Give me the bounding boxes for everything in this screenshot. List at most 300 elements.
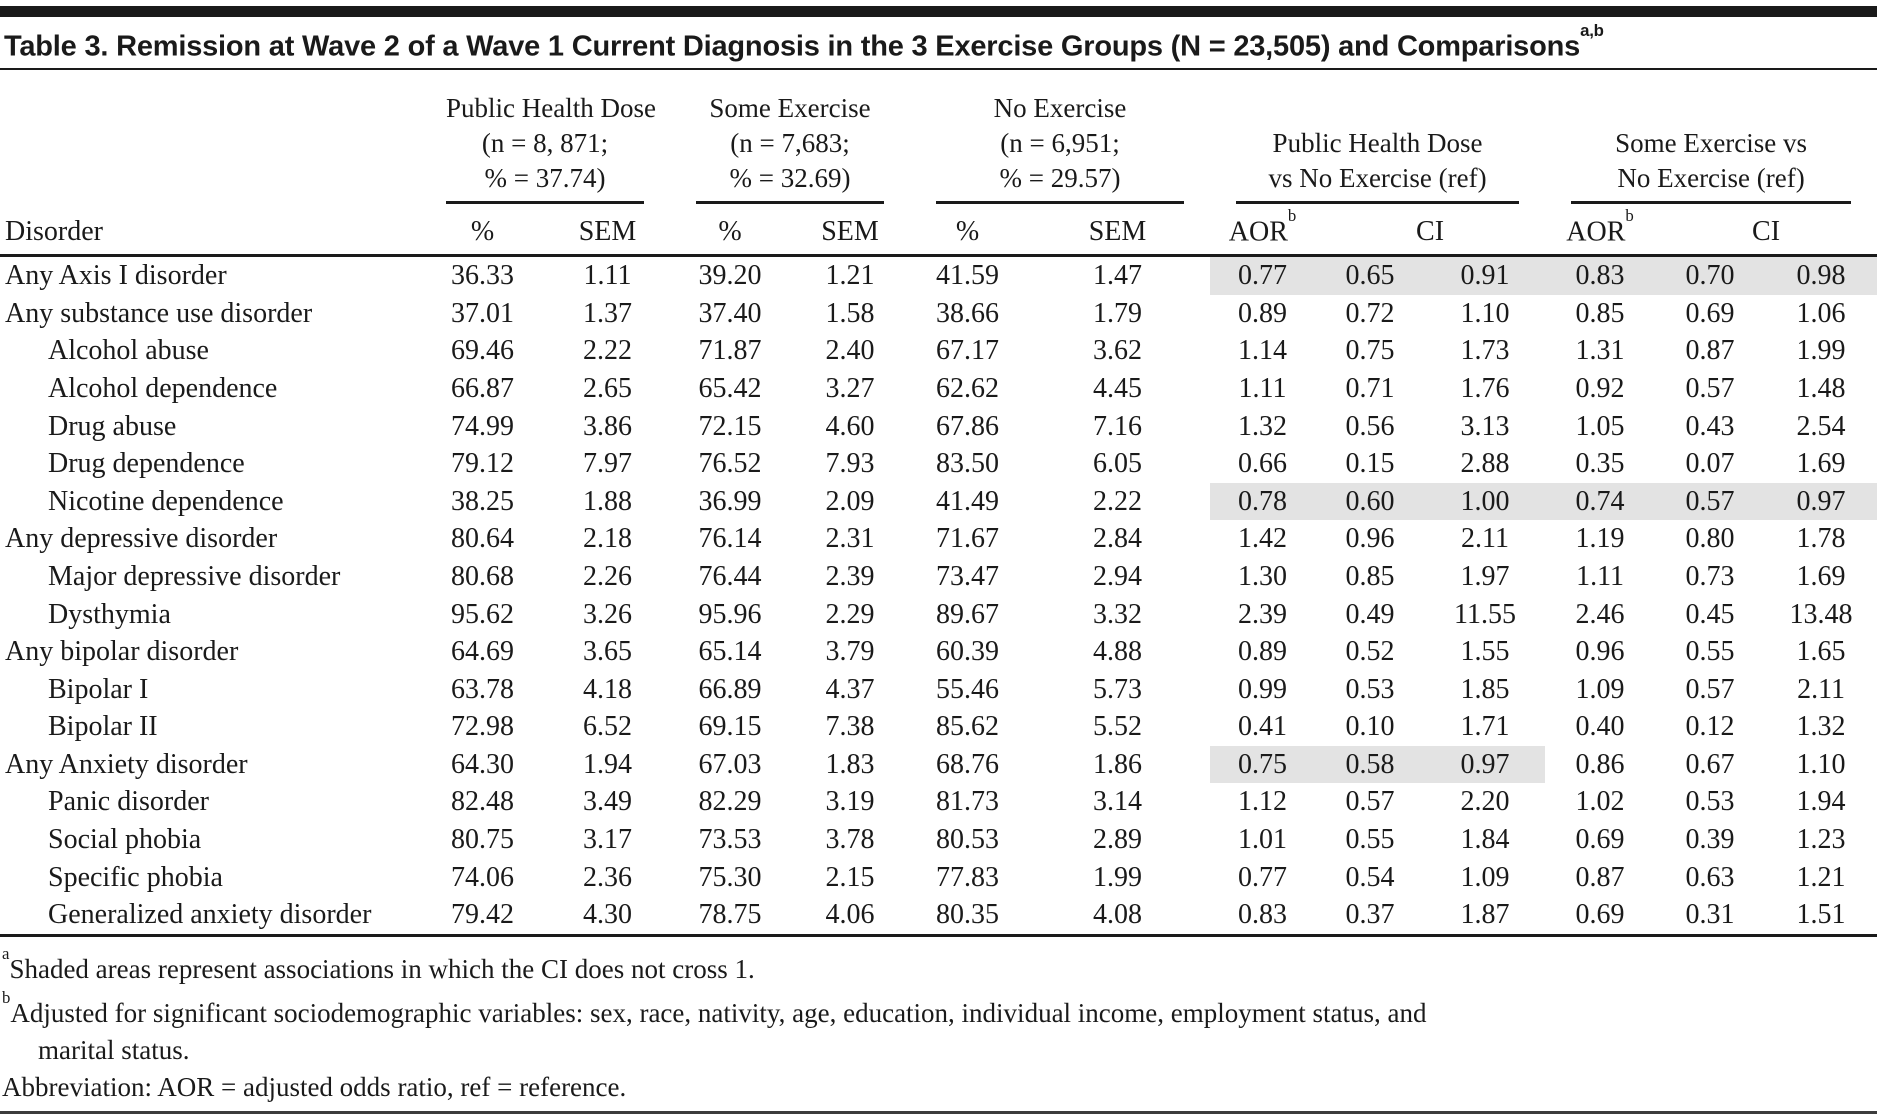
- phd-pct-value: 95.62: [451, 598, 514, 630]
- se-pct-value: 37.40: [698, 297, 762, 329]
- disorder-label: Social phobia: [48, 824, 202, 856]
- aor1-value: 1.32: [1238, 410, 1288, 442]
- ne-sem-value: 4.08: [1093, 899, 1143, 931]
- phd-sem-value: 4.30: [583, 899, 632, 931]
- ci1-low-value: 0.56: [1345, 410, 1395, 442]
- ne-pct-value: 67.86: [936, 410, 1000, 442]
- title-top-rule: [0, 6, 1877, 17]
- aor-footnote-mark: b: [1625, 205, 1634, 225]
- se-sem-value: 3.27: [825, 372, 875, 404]
- aor-label: AOR: [1228, 216, 1288, 248]
- phd-pct-value: 36.33: [451, 260, 514, 292]
- ci2-high-value: 1.48: [1796, 372, 1846, 404]
- table-row: [0, 746, 1877, 784]
- table-row: [0, 558, 1877, 596]
- disorder-label: Any substance use disorder: [5, 297, 313, 329]
- aor2-value: 1.09: [1575, 673, 1625, 705]
- ci1-low-value: 0.49: [1345, 598, 1395, 630]
- disorder-label: Drug abuse: [48, 410, 177, 442]
- se-sem-value: 4.60: [825, 410, 875, 442]
- se-sem-value: 2.09: [825, 485, 875, 517]
- aor2-value: 1.05: [1575, 410, 1625, 442]
- ne-pct-value: 77.83: [936, 861, 1000, 893]
- ci1-high-value: 1.84: [1460, 824, 1510, 856]
- ci2-high-value: 1.51: [1796, 899, 1846, 931]
- column-header-sem: SEM: [1025, 204, 1210, 256]
- ci2-low-value: 0.70: [1655, 256, 1765, 295]
- se-pct-value: 76.14: [698, 523, 762, 555]
- ci1-low-value: 0.65: [1315, 256, 1425, 295]
- aor1-value: 1.14: [1238, 335, 1288, 367]
- disorder-label: Generalized anxiety disorder: [48, 899, 372, 931]
- aor2-value: 1.11: [1576, 560, 1625, 592]
- se-sem-value: 2.39: [825, 560, 875, 592]
- column-header-aor: [1545, 204, 1655, 256]
- group-header-line: Public Health Dose: [446, 92, 656, 123]
- column-header-percent: %: [420, 204, 545, 256]
- table-bottom-rule: [0, 1111, 1877, 1114]
- ne-sem-value: 3.62: [1093, 335, 1143, 367]
- aor1-value: 0.89: [1238, 636, 1288, 668]
- ci1-low-value: 0.10: [1345, 711, 1395, 743]
- se-sem-value: 4.06: [825, 899, 875, 931]
- phd-sem-value: 2.65: [583, 372, 632, 404]
- group-header-line: % = 29.57): [999, 162, 1121, 193]
- se-pct-value: 73.53: [698, 824, 762, 856]
- table-row: [0, 332, 1877, 370]
- ne-sem-value: 7.16: [1093, 410, 1143, 442]
- ne-sem-value: 3.32: [1093, 598, 1143, 630]
- remission-table: [0, 72, 1877, 937]
- group-header-line: % = 37.74): [484, 162, 606, 193]
- se-sem-value: 1.21: [825, 260, 875, 292]
- phd-pct-value: 79.12: [451, 448, 514, 480]
- se-pct-value: 75.30: [698, 861, 762, 893]
- ne-sem-value: 4.45: [1093, 372, 1143, 404]
- group-header-rule: [1236, 126, 1519, 204]
- se-pct-value: 76.44: [698, 560, 762, 592]
- ci2-low-value: 0.55: [1685, 636, 1735, 668]
- footnote-b-continuation: marital status.: [38, 1034, 190, 1065]
- phd-sem-value: 3.86: [583, 410, 632, 442]
- ne-sem-value: 1.79: [1093, 297, 1143, 329]
- ci1-high-value: 0.97: [1425, 746, 1545, 784]
- aor1-value: 0.78: [1210, 483, 1315, 521]
- ci2-low-value: 0.07: [1685, 448, 1735, 480]
- table-row: [0, 633, 1877, 671]
- ne-sem-value: 2.22: [1093, 485, 1143, 517]
- ne-sem-value: 6.05: [1093, 448, 1143, 480]
- phd-sem-value: 3.49: [583, 786, 632, 818]
- footnote-marker: a: [2, 943, 10, 963]
- aor2-value: 1.19: [1575, 523, 1625, 555]
- se-sem-value: 2.15: [825, 861, 875, 893]
- column-header-ci: CI: [1315, 204, 1545, 256]
- table-row: [0, 445, 1877, 483]
- disorder-label: Any depressive disorder: [5, 523, 278, 555]
- group-header-line: Public Health Dose: [1272, 127, 1483, 158]
- group-header-public-health-dose: [420, 72, 670, 204]
- phd-sem-value: 2.18: [583, 523, 632, 555]
- footnote-text: Adjusted for significant sociodemographic variables: sex, race, nativity, age, education, individual income, employment status, and: [10, 997, 1427, 1028]
- footnote-abbreviation: Abbreviation: AOR = adjusted odds ratio, ref = reference.: [2, 1071, 627, 1102]
- phd-sem-value: 1.88: [583, 485, 632, 517]
- se-pct-value: 39.20: [698, 260, 762, 292]
- ci2-low-value: 0.12: [1685, 711, 1735, 743]
- disorder-label: Dysthymia: [48, 598, 171, 630]
- aor1-value: 1.30: [1238, 560, 1288, 592]
- aor1-value: 1.42: [1238, 523, 1288, 555]
- phd-pct-value: 38.25: [451, 485, 514, 517]
- phd-sem-value: 6.52: [583, 711, 632, 743]
- phd-sem-value: 2.36: [583, 861, 632, 893]
- aor2-value: 0.87: [1575, 861, 1625, 893]
- se-pct-value: 76.52: [698, 448, 762, 480]
- ci1-high-value: 2.20: [1460, 786, 1510, 818]
- disorder-label: Any bipolar disorder: [5, 636, 239, 668]
- ne-pct-value: 80.53: [936, 824, 1000, 856]
- se-pct-value: 65.42: [698, 372, 762, 404]
- group-header-line: Some Exercise vs: [1615, 127, 1808, 158]
- se-pct-value: 82.29: [698, 786, 762, 818]
- aor2-value: 0.85: [1575, 297, 1625, 329]
- aor1-value: 1.12: [1238, 786, 1288, 818]
- aor1-value: 0.89: [1238, 297, 1288, 329]
- disorder-label: Alcohol abuse: [48, 335, 209, 367]
- table-row: [0, 370, 1877, 408]
- phd-sem-value: 4.18: [583, 673, 632, 705]
- aor2-value: 0.69: [1575, 824, 1625, 856]
- footnotes: [0, 937, 1877, 1106]
- ci1-low-value: 0.96: [1345, 523, 1395, 555]
- column-header-ci: CI: [1655, 204, 1877, 256]
- ne-pct-value: 38.66: [936, 297, 1000, 329]
- ci2-high-value: 1.99: [1796, 335, 1846, 367]
- group-header-line: (n = 6,951;: [1000, 127, 1120, 158]
- ci1-low-value: 0.60: [1315, 483, 1425, 521]
- ci1-low-value: 0.58: [1315, 746, 1425, 784]
- aor-footnote-mark: b: [1287, 205, 1297, 225]
- disorder-label: Nicotine dependence: [48, 485, 284, 517]
- aor1-value: 1.11: [1238, 372, 1287, 404]
- ci1-low-value: 0.85: [1345, 560, 1395, 592]
- ci2-high-value: 1.69: [1796, 560, 1846, 592]
- ne-sem-value: 4.88: [1093, 636, 1143, 668]
- table-row: [0, 783, 1877, 821]
- phd-pct-value: 74.99: [451, 410, 514, 442]
- phd-sem-value: 2.26: [583, 560, 632, 592]
- ci2-high-value: 13.48: [1789, 598, 1853, 630]
- table-row: [0, 520, 1877, 558]
- group-header-line: vs No Exercise (ref): [1268, 162, 1487, 193]
- se-pct-value: 66.89: [698, 673, 762, 705]
- disorder-label: Specific phobia: [48, 861, 223, 893]
- aor2-value: 0.40: [1575, 711, 1625, 743]
- aor2-value: 0.92: [1575, 372, 1625, 404]
- ci1-high-value: 11.55: [1454, 598, 1517, 630]
- group-header-phd-vs-no-exercise: [1210, 72, 1545, 204]
- group-header-line: (n = 7,683;: [730, 127, 850, 158]
- ci1-high-value: 1.97: [1460, 560, 1510, 592]
- phd-sem-value: 2.22: [583, 335, 632, 367]
- disorder-label: Any Anxiety disorder: [5, 748, 248, 780]
- aor2-value: 0.83: [1545, 256, 1655, 295]
- disorder-label: Alcohol dependence: [48, 372, 278, 404]
- group-header-no-exercise: [910, 72, 1210, 204]
- phd-sem-value: 1.37: [583, 297, 632, 329]
- phd-pct-value: 63.78: [451, 673, 514, 705]
- aor2-value: 0.86: [1575, 748, 1625, 780]
- ci1-high-value: 1.71: [1460, 711, 1510, 743]
- ci1-high-value: 1.87: [1460, 899, 1510, 931]
- phd-sem-value: 7.97: [583, 448, 632, 480]
- ci1-high-value: 1.76: [1460, 372, 1510, 404]
- ci2-low-value: 0.69: [1685, 297, 1735, 329]
- ne-pct-value: 81.73: [936, 786, 1000, 818]
- ne-sem-value: 2.89: [1093, 824, 1143, 856]
- group-header-row: [0, 72, 1877, 204]
- group-header-some-exercise: [670, 72, 910, 204]
- table-title: [0, 17, 1877, 68]
- se-pct-value: 69.15: [698, 711, 762, 743]
- ci1-low-value: 0.55: [1345, 824, 1395, 856]
- ci1-low-value: 0.71: [1345, 372, 1395, 404]
- aor1-value: 1.01: [1238, 824, 1288, 856]
- table-row: [0, 896, 1877, 935]
- se-sem-value: 4.37: [825, 673, 875, 705]
- group-header-line: Some Exercise: [709, 92, 871, 123]
- ci1-high-value: 2.11: [1461, 523, 1510, 555]
- se-sem-value: 2.29: [825, 598, 875, 630]
- ci1-high-value: 1.10: [1460, 297, 1510, 329]
- aor2-value: 0.35: [1575, 448, 1625, 480]
- se-sem-value: 1.58: [825, 297, 875, 329]
- aor2-value: 1.02: [1575, 786, 1625, 818]
- ci1-high-value: 1.00: [1425, 483, 1545, 521]
- aor1-value: 0.41: [1238, 711, 1288, 743]
- disorder-label: Major depressive disorder: [48, 560, 341, 592]
- ne-sem-value: 3.14: [1093, 786, 1143, 818]
- phd-sem-value: 3.17: [583, 824, 632, 856]
- ci1-high-value: 0.91: [1425, 256, 1545, 295]
- ci2-low-value: 0.67: [1685, 748, 1735, 780]
- aor2-value: 0.74: [1545, 483, 1655, 521]
- phd-pct-value: 82.48: [451, 786, 514, 818]
- phd-pct-value: 79.42: [451, 899, 514, 931]
- ci2-low-value: 0.73: [1685, 560, 1735, 592]
- phd-pct-value: 37.01: [451, 297, 514, 329]
- group-header-rule: [1571, 126, 1851, 204]
- group-header-line: No Exercise: [993, 92, 1127, 123]
- aor1-value: 2.39: [1238, 598, 1288, 630]
- ne-pct-value: 67.17: [936, 335, 1000, 367]
- ne-pct-value: 73.47: [936, 560, 1000, 592]
- se-pct-value: 78.75: [698, 899, 762, 931]
- aor-label: AOR: [1566, 216, 1626, 248]
- ci2-high-value: 1.23: [1796, 824, 1846, 856]
- ci1-high-value: 1.73: [1460, 335, 1510, 367]
- column-header-aor: [1210, 204, 1315, 256]
- ne-pct-value: 80.35: [936, 899, 1000, 931]
- se-pct-value: 95.96: [698, 598, 762, 630]
- table-header: [0, 72, 1877, 256]
- disorder-label: Drug dependence: [48, 448, 245, 480]
- ci1-high-value: 3.13: [1460, 410, 1510, 442]
- group-header-rule: [446, 91, 656, 204]
- se-pct-value: 67.03: [698, 748, 762, 780]
- column-header-percent: %: [670, 204, 790, 256]
- phd-sem-value: 3.26: [583, 598, 632, 630]
- ci1-low-value: 0.54: [1345, 861, 1395, 893]
- group-header-line: No Exercise (ref): [1617, 162, 1805, 193]
- ci1-low-value: 0.37: [1345, 899, 1395, 931]
- disorder-label: Panic disorder: [48, 786, 209, 818]
- aor1-value: 0.99: [1238, 673, 1288, 705]
- group-header-some-vs-no-exercise: [1545, 72, 1877, 204]
- ci2-high-value: 1.06: [1796, 297, 1846, 329]
- se-sem-value: 7.93: [825, 448, 875, 480]
- table-row: [0, 408, 1877, 446]
- phd-sem-value: 3.65: [583, 636, 632, 668]
- disorder-label: Bipolar II: [48, 711, 158, 743]
- ci2-low-value: 0.63: [1685, 861, 1735, 893]
- ne-pct-value: 62.62: [936, 372, 1000, 404]
- table-title-text: Table 3. Remission at Wave 2 of a Wave 1 Current Diagnosis in the 3 Exercise Groups (N = 23,505) and Comparisons: [4, 30, 1581, 63]
- ne-sem-value: 1.47: [1093, 260, 1143, 292]
- se-sem-value: 3.79: [825, 636, 875, 668]
- ci2-high-value: 0.98: [1765, 256, 1877, 295]
- table-title-footnote-marks: a,b: [1580, 20, 1604, 40]
- ci2-low-value: 0.31: [1685, 899, 1735, 931]
- ne-pct-value: 83.50: [936, 448, 1000, 480]
- table-row: [0, 859, 1877, 897]
- group-header-line: % = 32.69): [729, 162, 851, 193]
- se-sem-value: 3.78: [825, 824, 875, 856]
- ci2-low-value: 0.53: [1685, 786, 1735, 818]
- se-sem-value: 3.19: [825, 786, 875, 818]
- ci2-high-value: 1.65: [1796, 636, 1846, 668]
- ci2-high-value: 2.11: [1797, 673, 1846, 705]
- footnote-marker: b: [2, 987, 11, 1007]
- phd-pct-value: 64.69: [451, 636, 514, 668]
- disorder-label: Any Axis I disorder: [5, 260, 227, 292]
- ci2-low-value: 0.43: [1685, 410, 1735, 442]
- phd-pct-value: 80.64: [451, 523, 514, 555]
- ne-pct-value: 68.76: [936, 748, 1000, 780]
- table-row: [0, 295, 1877, 333]
- table-body: [0, 256, 1877, 936]
- ci1-low-value: 0.52: [1345, 636, 1395, 668]
- se-sem-value: 2.40: [825, 335, 875, 367]
- ci1-low-value: 0.57: [1345, 786, 1395, 818]
- table-row: [0, 821, 1877, 859]
- se-pct-value: 65.14: [698, 636, 762, 668]
- ci1-low-value: 0.72: [1345, 297, 1395, 329]
- phd-pct-value: 72.98: [451, 711, 514, 743]
- aor1-value: 0.75: [1210, 746, 1315, 784]
- ci2-high-value: 2.54: [1796, 410, 1846, 442]
- ci2-high-value: 0.97: [1765, 483, 1877, 521]
- column-header-disorder: Disorder: [0, 72, 420, 256]
- ci2-low-value: 0.45: [1685, 598, 1735, 630]
- ci2-low-value: 0.57: [1655, 483, 1765, 521]
- aor2-value: 0.69: [1575, 899, 1625, 931]
- ci1-low-value: 0.75: [1345, 335, 1395, 367]
- phd-sem-value: 1.11: [583, 260, 632, 292]
- table-row: [0, 708, 1877, 746]
- ci2-low-value: 0.57: [1685, 673, 1735, 705]
- column-header-sem: SEM: [545, 204, 670, 256]
- se-pct-value: 36.99: [698, 485, 762, 517]
- phd-pct-value: 74.06: [451, 861, 514, 893]
- table-row: [0, 671, 1877, 709]
- ci2-low-value: 0.57: [1685, 372, 1735, 404]
- phd-pct-value: 80.75: [451, 824, 514, 856]
- aor2-value: 1.31: [1575, 335, 1625, 367]
- aor2-value: 2.46: [1575, 598, 1625, 630]
- title-bottom-rule: [0, 68, 1877, 70]
- group-header-line: (n = 8, 871;: [481, 127, 609, 158]
- ci2-high-value: 1.10: [1796, 748, 1846, 780]
- ci2-low-value: 0.80: [1685, 523, 1735, 555]
- ci1-high-value: 2.88: [1460, 448, 1510, 480]
- se-sem-value: 1.83: [825, 748, 875, 780]
- phd-sem-value: 1.94: [583, 748, 632, 780]
- ne-pct-value: 71.67: [936, 523, 1000, 555]
- ne-pct-value: 41.59: [936, 260, 1000, 292]
- column-header-sem: SEM: [790, 204, 910, 256]
- footnote-b: [2, 988, 1877, 1032]
- footnote-text: Shaded areas represent associations in which the CI does not cross 1.: [9, 953, 755, 984]
- ne-pct-value: 55.46: [936, 673, 1000, 705]
- ci1-high-value: 1.09: [1460, 861, 1510, 893]
- se-pct-value: 71.87: [698, 335, 762, 367]
- ne-sem-value: 2.84: [1093, 523, 1143, 555]
- disorder-label: Bipolar I: [48, 673, 149, 705]
- ci1-low-value: 0.15: [1345, 448, 1395, 480]
- ne-sem-value: 2.94: [1093, 560, 1143, 592]
- phd-pct-value: 80.68: [451, 560, 514, 592]
- ne-pct-value: 89.67: [936, 598, 1000, 630]
- phd-pct-value: 66.87: [451, 372, 514, 404]
- ci2-high-value: 1.78: [1796, 523, 1846, 555]
- ne-pct-value: 60.39: [936, 636, 1000, 668]
- group-header-rule: [696, 91, 884, 204]
- ci2-low-value: 0.39: [1685, 824, 1735, 856]
- table-row: [0, 483, 1877, 521]
- ci2-high-value: 1.69: [1796, 448, 1846, 480]
- column-header-percent: %: [910, 204, 1025, 256]
- se-sem-value: 7.38: [825, 711, 875, 743]
- aor1-value: 0.66: [1238, 448, 1288, 480]
- se-sem-value: 2.31: [825, 523, 875, 555]
- ne-sem-value: 5.52: [1093, 711, 1143, 743]
- footnote-a: [2, 944, 1877, 988]
- ne-sem-value: 1.99: [1093, 861, 1143, 893]
- phd-pct-value: 69.46: [451, 335, 514, 367]
- ne-sem-value: 1.86: [1093, 748, 1143, 780]
- ne-pct-value: 41.49: [936, 485, 1000, 517]
- group-header-rule: [936, 91, 1184, 204]
- aor2-value: 0.96: [1575, 636, 1625, 668]
- aor1-value: 0.77: [1238, 861, 1288, 893]
- table-row: [0, 596, 1877, 634]
- ci1-high-value: 1.55: [1460, 636, 1510, 668]
- phd-pct-value: 64.30: [451, 748, 514, 780]
- ne-sem-value: 5.73: [1093, 673, 1143, 705]
- ne-pct-value: 85.62: [936, 711, 1000, 743]
- ci2-high-value: 1.94: [1796, 786, 1846, 818]
